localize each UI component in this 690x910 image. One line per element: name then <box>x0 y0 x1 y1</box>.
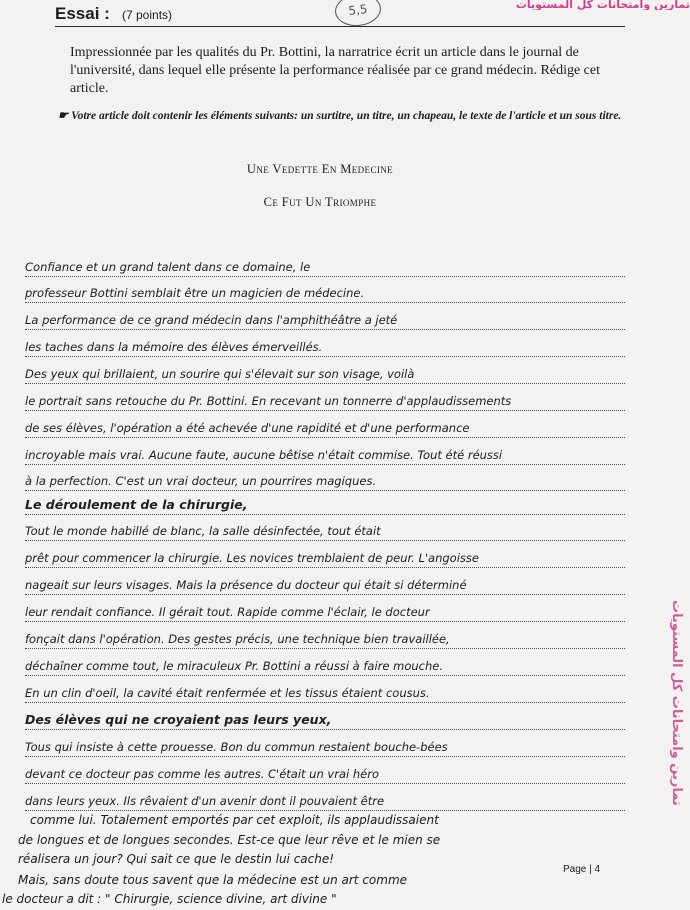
page-number: Page | 4 <box>563 864 601 875</box>
answer-line: Tout le monde habillé de blanc, la salle désinfectée, tout était <box>25 522 625 541</box>
article-title: Ce Fut Un Triomphe <box>263 195 377 209</box>
answer-line: à la perfection. C'est un vrai docteur, un pourrires magiques. <box>25 472 625 491</box>
answer-line: Tous qui insiste à cette prouesse. Bon du commun restaient bouche-bées <box>25 738 625 757</box>
answer-line: prêt pour commencer la chirurgie. Les novices tremblaient de peur. L'angoisse <box>25 549 625 568</box>
answer-line: En un clin d'oeil, la cavité était renfermée et les tissus étaient cousus. <box>25 684 625 703</box>
handwritten-answer-area <box>25 258 620 818</box>
answer-line: Des yeux qui brillaient, un sourire qui s'élevait sur son visage, voilà <box>25 365 625 384</box>
answer-line: fonçait dans l'opération. Des gestes précis, une technique bien travaillée, <box>25 630 625 649</box>
article-surtitle: Une Vedette En Medecine <box>246 162 394 176</box>
answer-line: le portrait sans retouche du Pr. Bottini. En recevant un tonnerre d'applaudissements <box>25 392 625 411</box>
top-watermark-banner: تمارين وامتحانات كل المستويات <box>515 0 690 10</box>
essay-instruction: ☛ Votre article doit contenir les éléments suivants: un surtitre, un titre, un chapeau, le texte de l'article et un sous titre. <box>58 110 622 122</box>
answer-line: les taches dans la mémoire des élèves émerveillés. <box>25 338 625 357</box>
answer-line: réalisera un jour? Qui sait ce que le destin lui cache! <box>18 852 335 866</box>
essay-prompt: Impressionnée par les qualités du Pr. Bottini, la narratrice écrit un article dans le journal de l'université, dans lequel elle présente la performance réalisée par ce grand médecin. Rédige cet article. <box>70 45 600 96</box>
article-subtitle-2: Des élèves qui ne croyaient pas leurs yeux, <box>25 711 625 730</box>
answer-line: leur rendait confiance. Il gérait tout. Rapide comme l'éclair, le docteur <box>25 603 625 622</box>
score-mark: 5,5 <box>333 0 382 28</box>
heading-divider <box>55 26 625 27</box>
essay-points: (7 points) <box>122 8 173 22</box>
answer-line: professeur Bottini semblait être un magicien de médecine. <box>25 284 625 303</box>
answer-line: comme lui. Totalement emportés par cet exploit, ils applaudissaient <box>30 813 439 827</box>
side-watermark: تمارين وامتحانات كل المستويات <box>669 600 684 806</box>
answer-line: de ses élèves, l'opération a été achevée d'une rapidité et d'une performance <box>25 419 625 438</box>
answer-line: le docteur a dit : " Chirurgie, science divine, art divine " <box>2 892 337 906</box>
answer-line: dans leurs yeux. Ils rêvaient d'un avenir dont il pouvaient être <box>25 792 625 811</box>
answer-line: devant ce docteur pas comme les autres. C'était un vrai héro <box>25 765 625 784</box>
answer-line: déchaîner comme tout, le miraculeux Pr. Bottini a réussi à faire mouche. <box>25 657 625 676</box>
essay-heading: Essai : <box>55 4 110 23</box>
answer-line: Confiance et un grand talent dans ce domaine, le <box>25 258 625 277</box>
answer-line: nageait sur leurs visages. Mais la présence du docteur qui était si déterminé <box>25 576 625 595</box>
answer-line: incroyable mais vrai. Aucune faute, aucune bêtise n'était commise. Tout été réussi <box>25 446 625 465</box>
answer-line: Mais, sans doute tous savent que la médecine est un art comme <box>18 873 408 887</box>
answer-line: de longues et de longues secondes. Est-ce que leur rêve et le mien se <box>18 833 441 847</box>
article-subtitle-1: Le déroulement de la chirurgie, <box>25 496 625 515</box>
answer-line: La performance de ce grand médecin dans l'amphithéâtre a jeté <box>25 311 625 330</box>
